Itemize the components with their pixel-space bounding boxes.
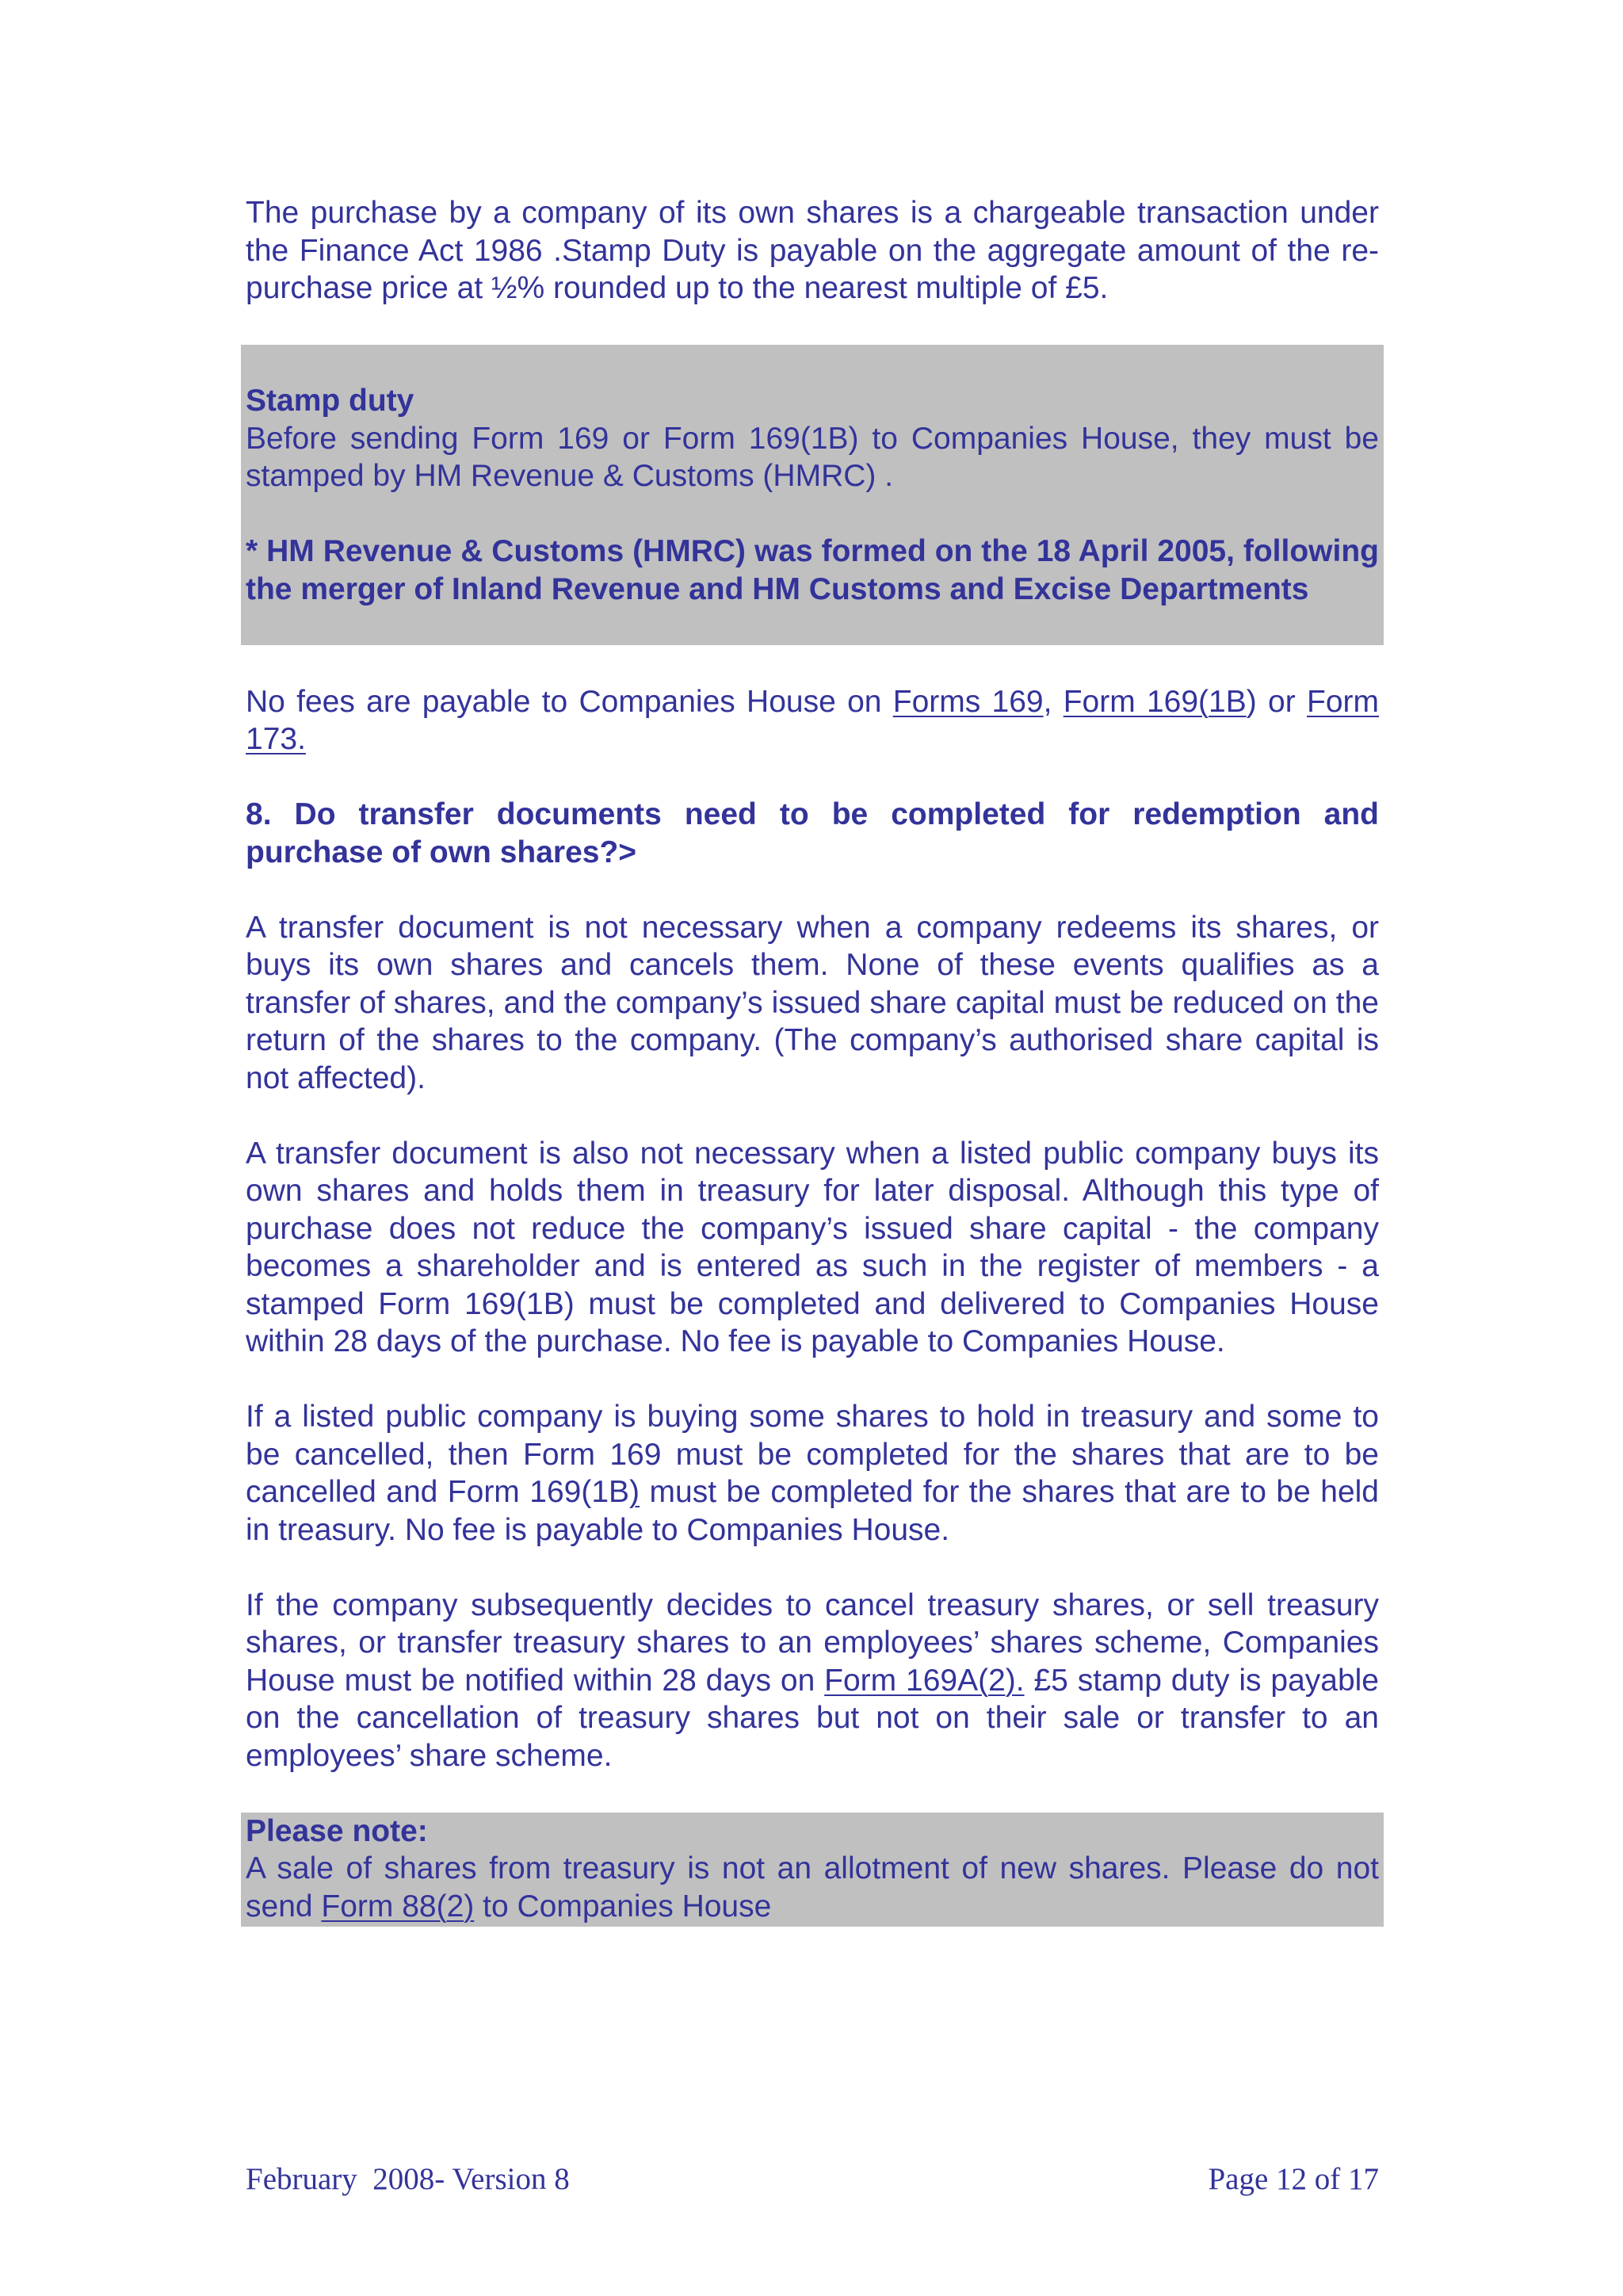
fees-separator: , [1043, 684, 1064, 719]
paragraph-text: If the company subsequently decides to cancel treasury shares, or sell treasury shares, or transfer treasury shares to an employees’ shares scheme, Companies House must be notified within 28 days on [246, 1587, 1379, 1698]
paragraph-text: £5 stamp duty is payable on the cancellation of treasury shares but not on their sale or transfer to an employees’ share scheme. [246, 1663, 1379, 1773]
please-note-box [241, 1813, 1384, 1927]
spacer [246, 308, 1379, 346]
transfer-paragraph-2: A transfer document is also not necessary when a listed public company buys its own shares and holds them in treasury for later disposal. Although this type of purchase does not reduce the company’s issued share capital - the company becomes a shareholder and is entered as such in the register of members - a stamped Form 169(1B) must be completed and delivered to Companies House within 28 days of the purchase. No fee is payable to Companies House. [246, 1136, 1379, 1358]
form-169-1b-link[interactable]: ) [629, 1475, 640, 1509]
transfer-paragraph-4 [246, 1587, 1379, 1775]
intro-paragraph: The purchase by a company of its own shares is a chargeable transaction under the Finance Act 1986 .Stamp Duty is payable on the aggregate amount of the re-purchase price at ½% rounded up to the nearest multiple of £5. [246, 196, 1379, 305]
form-88-2-link[interactable]: Form 88(2) [321, 1889, 475, 1924]
spacer [246, 1097, 1379, 1135]
hmrc-note: * HM Revenue & Customs (HMRC) was formed on the 18 April 2005, following the merger of Inland Revenue and HM Customs and Excise Departments [246, 534, 1379, 606]
footer-page-number: Page 12 of 17 [1208, 2162, 1379, 2196]
fees-text: No fees are payable to Companies House on [246, 684, 893, 719]
spacer [246, 1361, 1379, 1399]
spacer [246, 758, 1379, 797]
note-text: to Companies House [474, 1889, 772, 1924]
page-content [246, 194, 1379, 1927]
please-note-body [246, 1850, 1379, 1925]
spacer [246, 1775, 1379, 1813]
note-text: A sale of shares from treasury is not an allotment of new shares. Please do not send [246, 1851, 1379, 1924]
question-heading: 8. Do transfer documents need to be completed for redemption and purchase of own shares?> [246, 797, 1379, 869]
spacer [246, 645, 1379, 683]
paragraph-text: must be completed for the shares that are to be held in treasury. No fee is payable to Companies House. [246, 1475, 1379, 1547]
spacer [246, 871, 1379, 909]
footer-version: February 2008- Version 8 [246, 2162, 570, 2196]
please-note-heading: Please note: [246, 1813, 428, 1848]
stamp-duty-heading: Stamp duty [246, 384, 414, 418]
fees-paragraph [246, 683, 1379, 758]
paragraph-text: If a listed public company is buying some shares to hold in treasury and some to be cancelled, then Form 169 must be completed for the shares that are to be cancelled and Form 169(1B [246, 1400, 1379, 1509]
stamp-duty-box [241, 345, 1384, 645]
forms-169-link[interactable]: Forms 169 [892, 684, 1044, 719]
transfer-paragraph-3 [246, 1398, 1379, 1549]
transfer-paragraph-1: A transfer document is not necessary when a company redeems its shares, or buys its own shares and cancels them. None of these events qualifies as a transfer of shares, and the company’s issued share capital must be reduced on the return of the shares to the company. (The company’s authorised share capital is not affected). [246, 910, 1379, 1095]
form-169-1b-link[interactable]: Form 169(1B [1063, 684, 1247, 719]
form-173-link[interactable]: Form 173. [246, 684, 1380, 756]
form-169a2-link[interactable]: Form 169A(2). [824, 1663, 1025, 1698]
spacer [246, 495, 1379, 533]
fees-separator: ) or [1246, 684, 1308, 719]
spacer [246, 1549, 1379, 1587]
stamp-duty-body: Before sending Form 169 or Form 169(1B) to Companies House, they must be stamped by HM Revenue & Customs (HMRC) . [246, 421, 1379, 493]
